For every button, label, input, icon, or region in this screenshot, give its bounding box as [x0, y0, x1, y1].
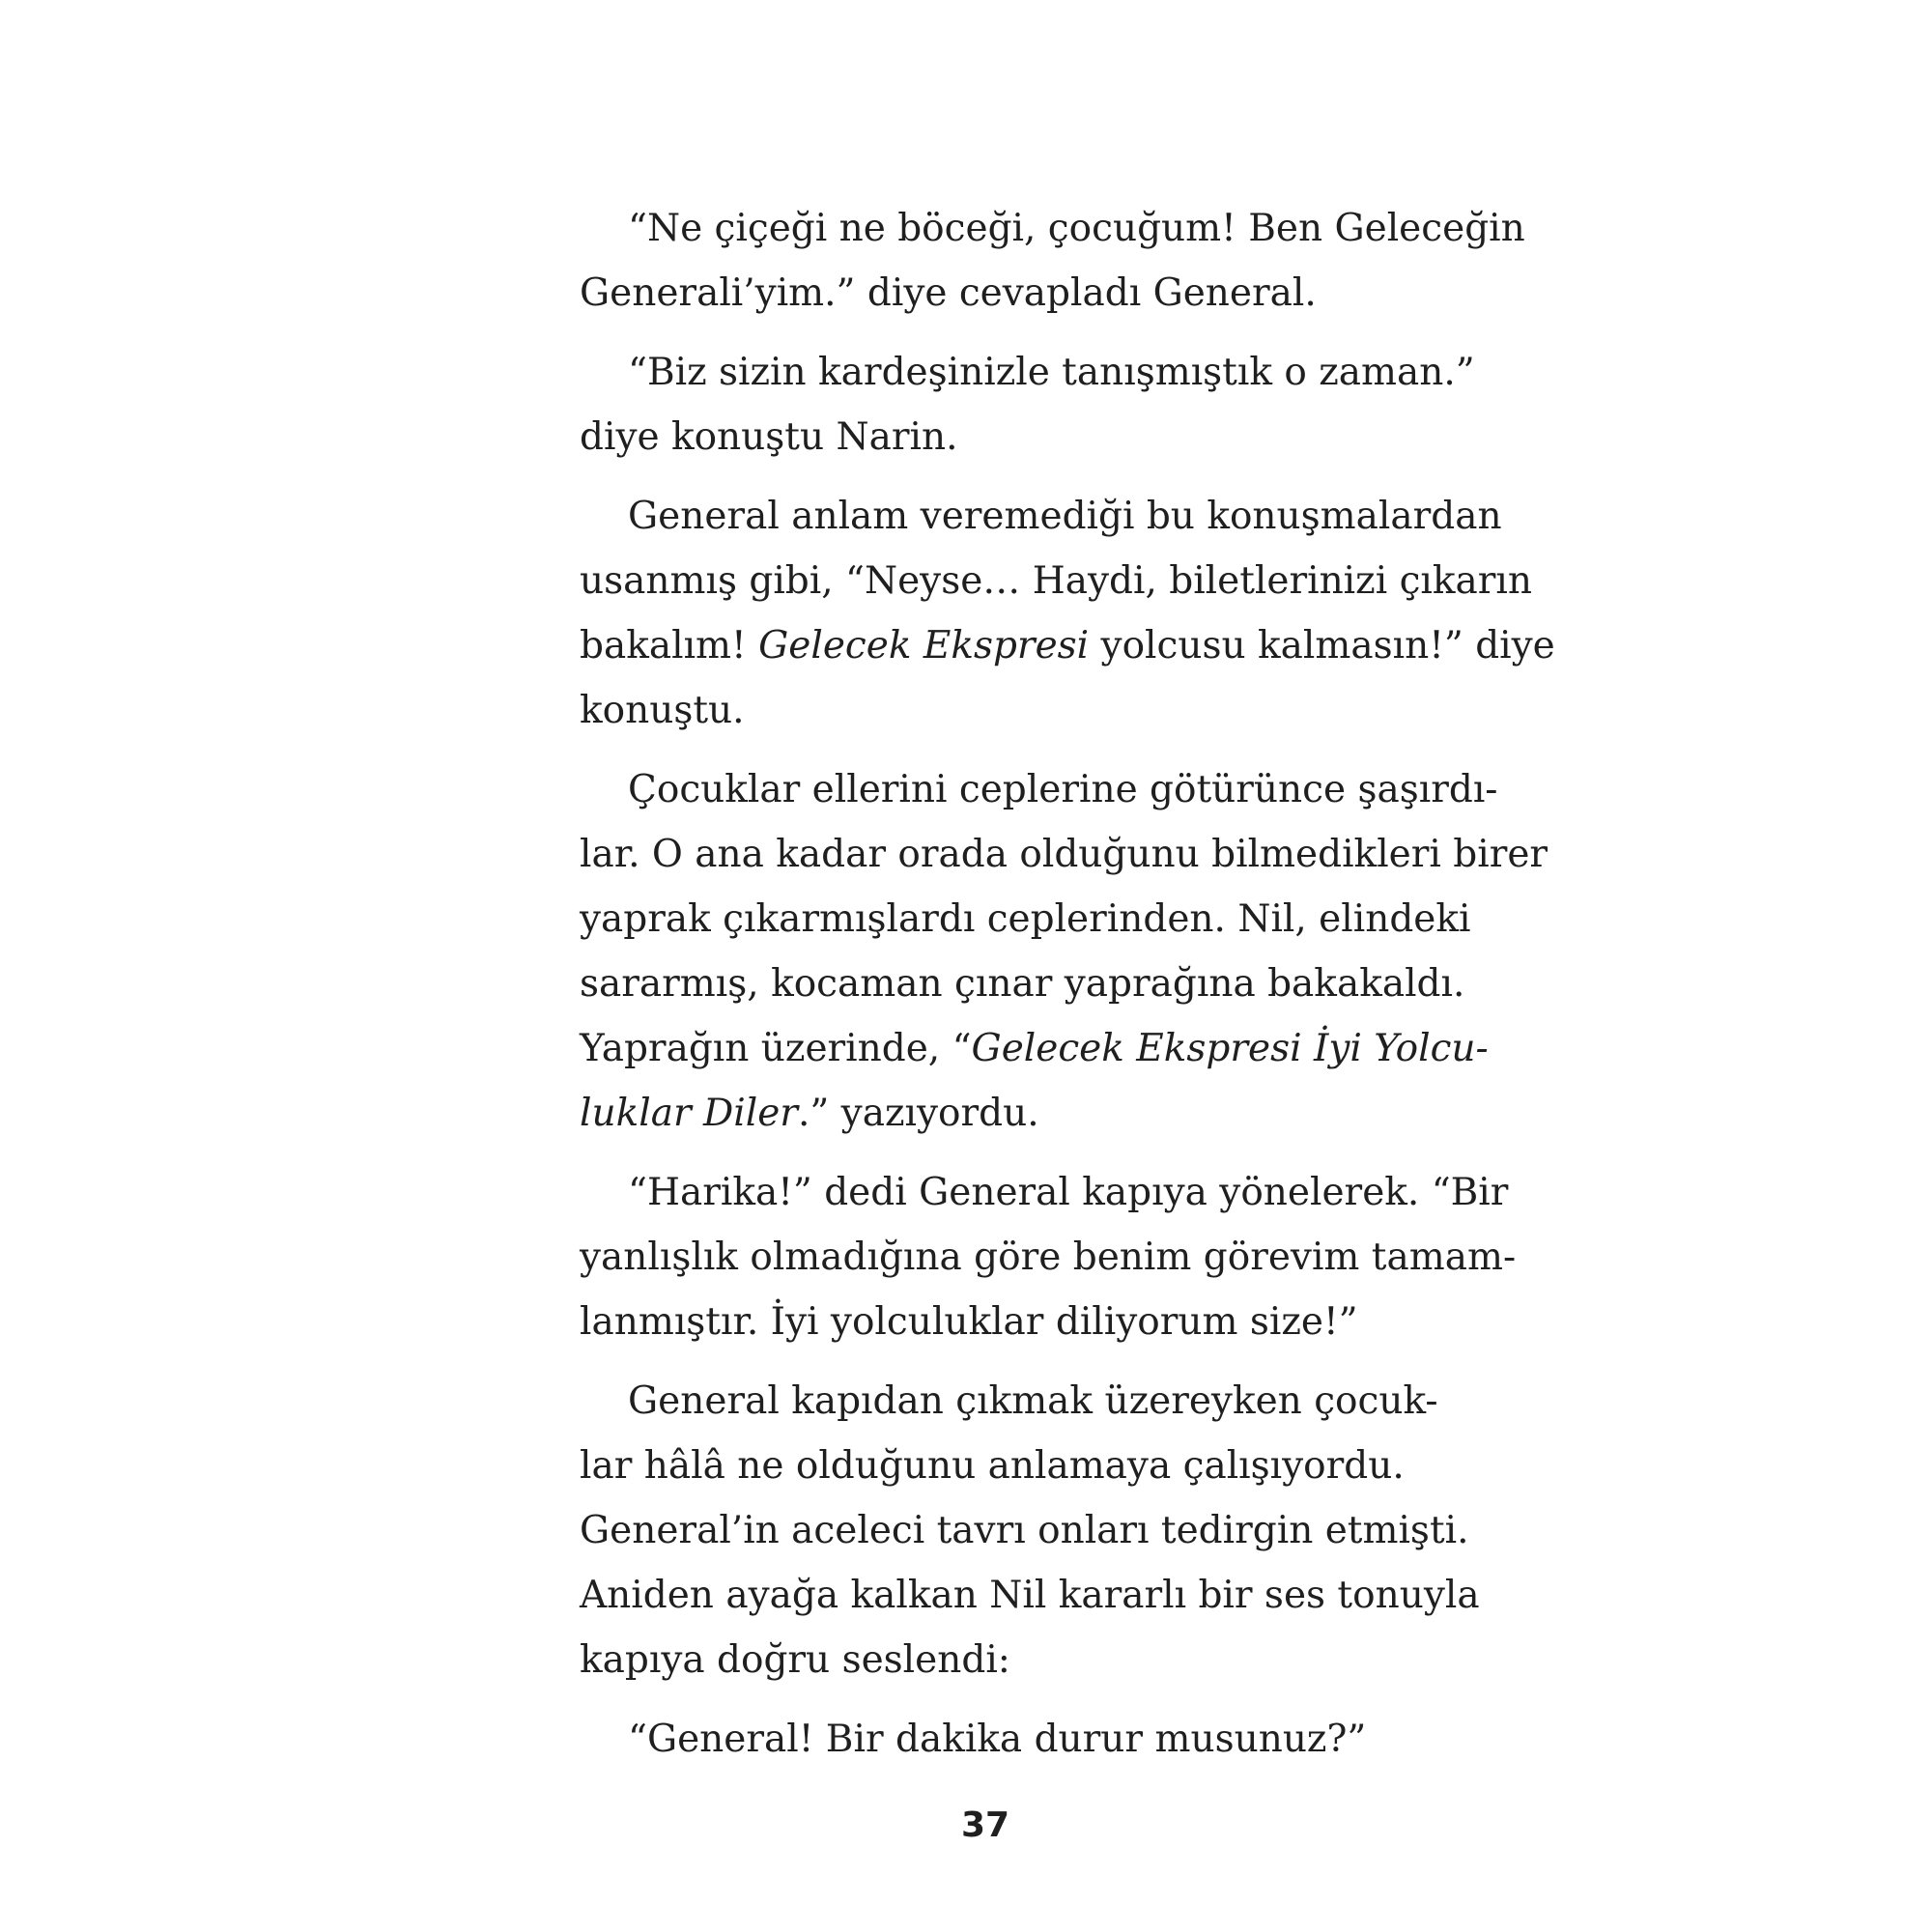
paragraph — [580, 196, 1525, 326]
text-line — [580, 1016, 1489, 1081]
text-segment: bakalım! — [580, 624, 759, 668]
paragraph — [580, 1160, 1517, 1354]
text-line: General’in aceleci tavrı onları tedirgin etmişti. — [580, 1509, 1469, 1552]
text-line: Aniden ayağa kalkan Nil kararlı bir ses tonuyla — [580, 1574, 1480, 1617]
paragraph — [580, 1369, 1480, 1692]
text-line: yanlışlık olmadığına göre benim görevim tamam- — [580, 1236, 1517, 1279]
page-number: 37 — [960, 1805, 1010, 1845]
italic-quote: luklar Diler — [580, 1092, 798, 1135]
text-line: sararmış, kocaman çınar yaprağına bakakaldı. — [580, 962, 1465, 1006]
text-line: Çocuklar ellerini ceplerine götürünce şaşırdı- — [628, 768, 1498, 811]
text-segment: yolcusu kalmasın!” diye — [1089, 624, 1555, 668]
paragraph — [580, 757, 1548, 1146]
text-line: “Biz sizin kardeşinizle tanışmıştık o zaman.” — [628, 351, 1475, 394]
body-text — [580, 196, 1555, 1772]
text-line — [580, 613, 1555, 678]
text-line: lanmıştır. İyi yolculuklar diliyorum size!” — [580, 1300, 1358, 1344]
text-segment: .” yazıyordu. — [797, 1092, 1039, 1135]
text-line: Generali’yim.” diye cevapladı General. — [580, 271, 1317, 315]
text-line: “General! Bir dakika durur musunuz?” — [628, 1718, 1367, 1761]
text-line — [580, 1081, 1399, 1146]
italic-quote: Gelecek Ekspresi İyi Yolcu- — [971, 1027, 1489, 1070]
text-line: konuştu. — [580, 689, 745, 732]
text-segment: Yaprağın üzerinde, “ — [580, 1027, 972, 1070]
text-line: yaprak çıkarmışlardı ceplerinden. Nil, elindeki — [580, 897, 1471, 941]
paragraph — [580, 340, 1475, 469]
text-line: “Ne çiçeği ne böceği, çocuğum! Ben Geleceğin — [628, 207, 1525, 250]
text-line: kapıya doğru seslendi: — [580, 1638, 1010, 1682]
text-line: lar hâlâ ne olduğunu anlamaya çalışıyordu. — [580, 1444, 1405, 1488]
text-line: usanmış gibi, “Neyse… Haydi, biletlerinizi çıkarın — [580, 559, 1533, 603]
paragraph — [580, 1707, 1399, 1772]
text-line: lar. O ana kadar orada olduğunu bilmedikleri birer — [580, 833, 1548, 876]
paragraph — [580, 484, 1555, 743]
text-line: General anlam veremediği bu konuşmalardan — [628, 495, 1502, 538]
text-line: General kapıdan çıkmak üzereyken çocuk- — [628, 1379, 1438, 1423]
text-line: diye konuştu Narin. — [580, 415, 958, 459]
italic-title: Gelecek Ekspresi — [758, 624, 1090, 668]
text-line: “Harika!” dedi General kapıya yönelerek. “Bir — [628, 1171, 1509, 1214]
